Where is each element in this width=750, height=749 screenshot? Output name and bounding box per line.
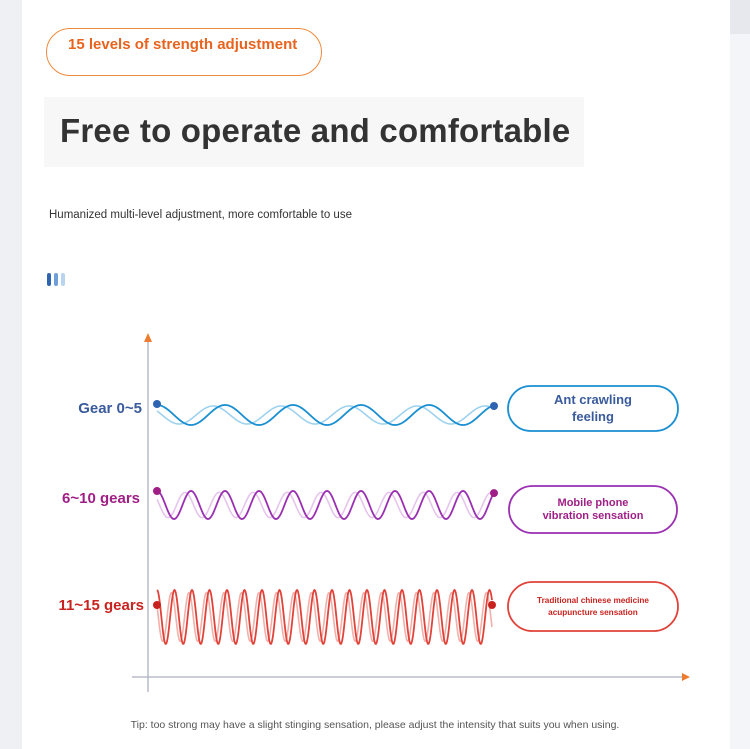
wave-endpoint-dot [490, 402, 498, 410]
wave-endpoint-dot [153, 400, 161, 408]
strength-levels-badge: 15 levels of strength adjustment [46, 28, 322, 76]
sensation-pill-acupuncture [508, 582, 678, 631]
sensation-text-phone-l2: vibration sensation [542, 510, 644, 522]
level-label-11-15: 11~15 gears [58, 597, 144, 614]
level-label-0-5: Gear 0~5 [78, 400, 142, 417]
sensation-text-ant-l2: feeling [572, 409, 614, 424]
x-axis-arrow [682, 673, 690, 681]
wave-endpoint-dot [490, 489, 498, 497]
level-label-6-10: 6~10 gears [62, 490, 140, 507]
wave-shadow-row-1 [157, 492, 494, 517]
sensation-text-phone-l1: Mobile phone [557, 497, 629, 509]
usage-tip: Tip: too strong may have a slight stinging sensation, please adjust the intensity that suits you when using. [130, 719, 620, 731]
wave-endpoint-dot [153, 601, 161, 609]
subtitle: Humanized multi-level adjustment, more comfortable to use [49, 209, 352, 221]
sensation-text-ant-l1: Ant crawling [553, 392, 633, 407]
page-title: Free to operate and comfortable [60, 112, 571, 149]
wave-endpoint-dot [488, 601, 496, 609]
sensation-text-acupuncture-l2: acupuncture sensation [548, 608, 638, 617]
sensation-text-acupuncture-l1: Traditional chinese medicine [537, 596, 649, 605]
y-axis-arrow [144, 333, 152, 342]
wave-endpoint-dot [153, 487, 161, 495]
rows-layer [153, 400, 498, 644]
